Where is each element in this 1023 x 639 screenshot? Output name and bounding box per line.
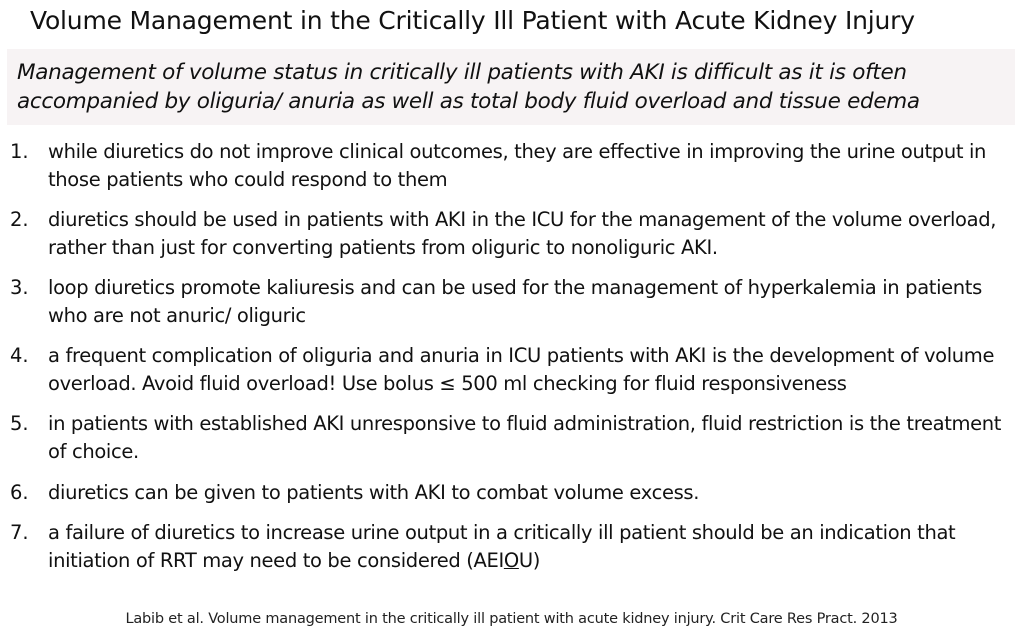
list-item-number: 5. bbox=[10, 412, 29, 435]
list-item-number: 7. bbox=[10, 521, 29, 544]
citation: Labib et al. Volume management in the critically ill patient with acute kidney injury. Crit Care Res Pract. 2013 bbox=[125, 611, 898, 627]
list-item-number: 1. bbox=[10, 140, 29, 163]
list-item-number: 4. bbox=[10, 344, 29, 367]
list-item-text-before: a failure of diuretics to increase urine output in a critically ill patient should be an indication that initiation of RRT may need to be considered (AEI bbox=[48, 521, 956, 572]
list-item-text: loop diuretics promote kaliuresis and can be used for the management of hyperkalemia in patients who are not anuric/ oliguric bbox=[48, 276, 982, 327]
intro-text: Management of volume status in critically ill patients with AKI is difficult as it is often accompanied by oliguria/ anuria as well as total body fluid overload and tissue edema bbox=[17, 60, 920, 114]
list-item-text: diuretics can be given to patients with AKI to combat volume excess. bbox=[48, 481, 700, 504]
list-item-text: a frequent complication of oliguria and anuria in ICU patients with AKI is the development of volume overload. Avoid fluid overload! Use bolus ≤ 500 ml checking for fluid responsiveness bbox=[48, 344, 995, 395]
intro-box bbox=[7, 49, 1015, 125]
list-item-text-after: U) bbox=[518, 549, 541, 572]
list-item-number: 3. bbox=[10, 276, 29, 299]
list-item-text: diuretics should be used in patients with AKI in the ICU for the management of the volume overload, rather than just for converting patients from oliguric to nonoliguric AKI. bbox=[48, 208, 997, 259]
list-item-text: in patients with established AKI unresponsive to fluid administration, fluid restriction is the treatment of choice. bbox=[48, 412, 1002, 463]
underlined-letter: O bbox=[503, 549, 519, 572]
list-item-number: 6. bbox=[10, 481, 29, 504]
list-item-text bbox=[48, 519, 1013, 575]
slide-title: Volume Management in the Critically Ill Patient with Acute Kidney Injury bbox=[30, 6, 915, 35]
list-item-number: 2. bbox=[10, 208, 29, 231]
list-item-text: while diuretics do not improve clinical outcomes, they are effective in improving the urine output in those patients who could respond to them bbox=[48, 140, 987, 191]
